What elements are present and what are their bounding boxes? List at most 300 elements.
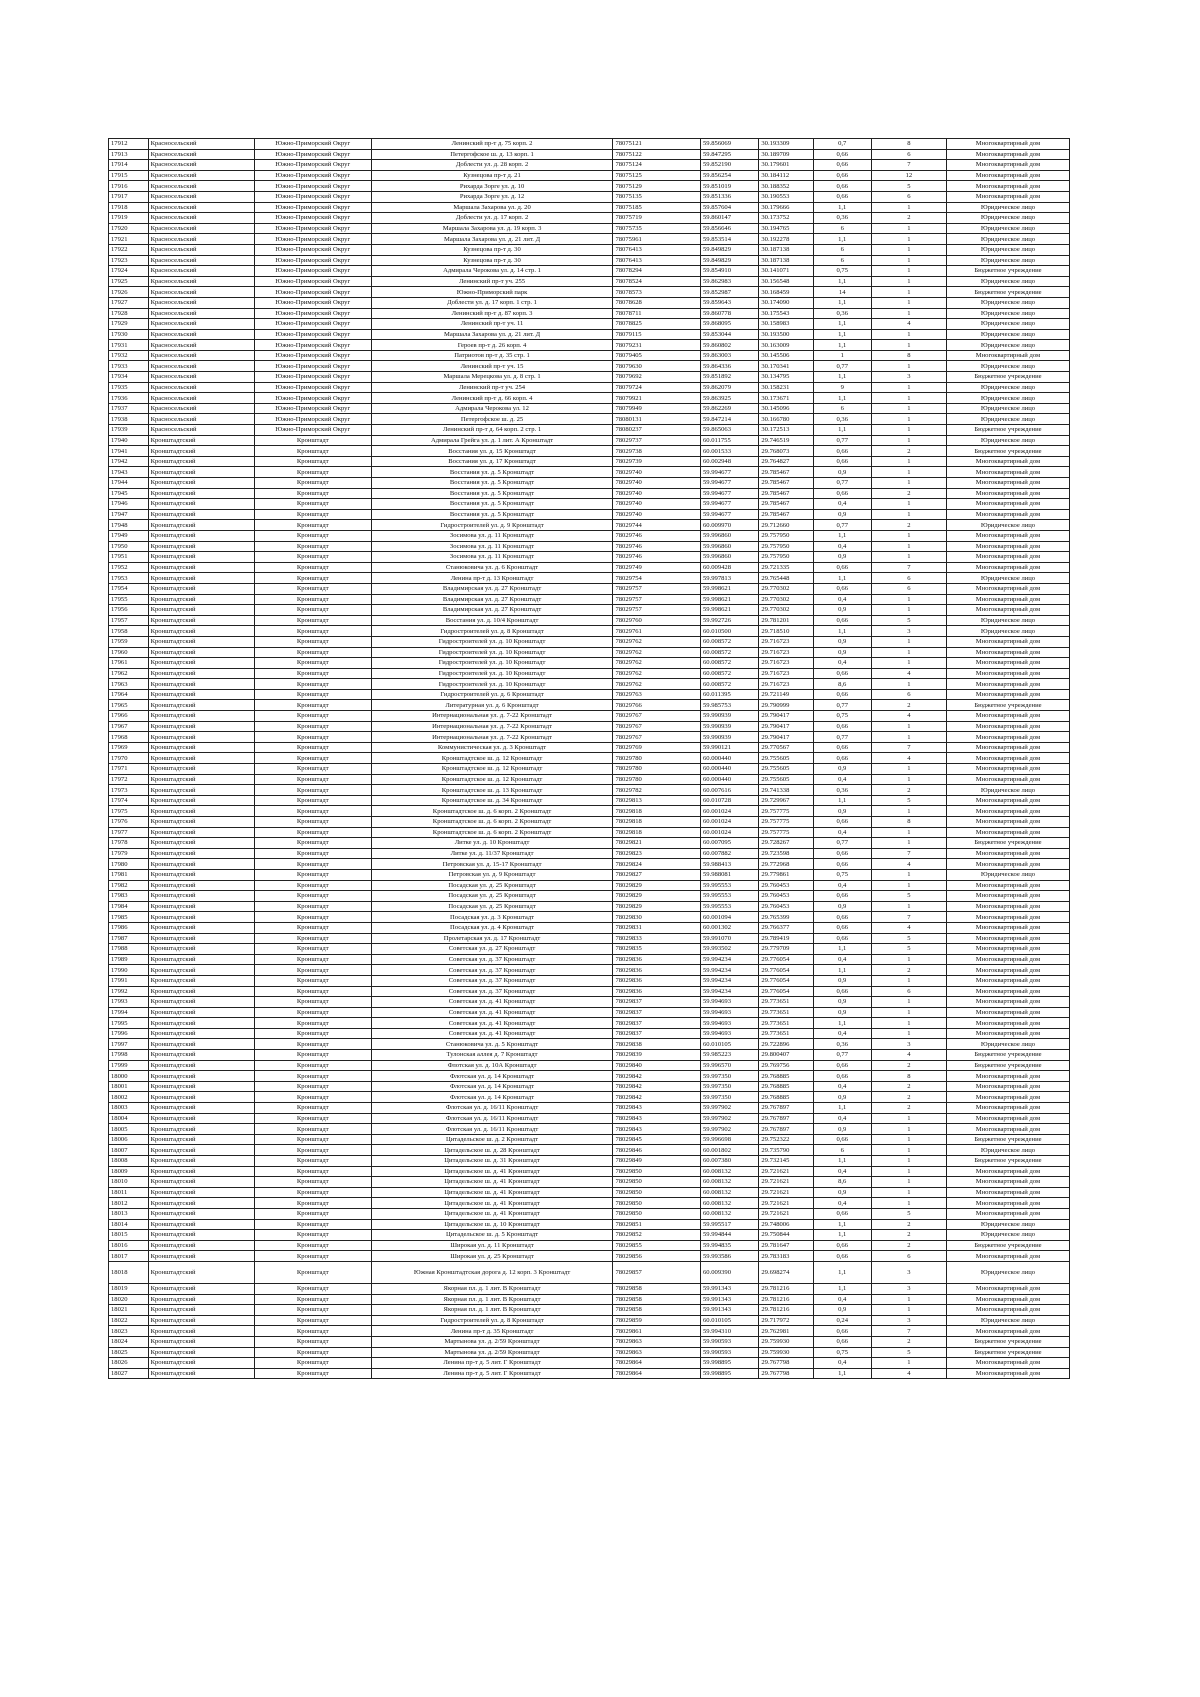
- table-row: [109, 467, 1070, 478]
- row-number-cell: 17934: [109, 372, 149, 383]
- latitude-cell: 59.988413: [701, 859, 759, 870]
- owner-type-cell: Юридическое лицо: [946, 615, 1069, 626]
- volume-cell: 0,36: [813, 1039, 871, 1050]
- row-number-cell: 17962: [109, 668, 149, 679]
- municipality-cell: Южно-Приморский Округ: [254, 170, 371, 181]
- latitude-cell: 59.849829: [701, 244, 759, 255]
- row-number-cell: 18005: [109, 1124, 149, 1135]
- owner-type-cell: Многоквартирный дом: [946, 689, 1069, 700]
- row-number-cell: 17983: [109, 891, 149, 902]
- count-cell: 1: [871, 552, 946, 563]
- object-code-cell: 78029850: [613, 1187, 701, 1198]
- table-row: [109, 817, 1070, 828]
- owner-type-cell: Многоквартирный дом: [946, 530, 1069, 541]
- longitude-cell: 30.145096: [759, 403, 813, 414]
- object-code-cell: 78029746: [613, 530, 701, 541]
- address-cell: Ленинский пр-т д. 64 корп. 2 стр. 1: [371, 425, 613, 436]
- object-code-cell: 78029843: [613, 1124, 701, 1135]
- address-cell: Гидростроителей ул. д. 6 Кронштадт: [371, 689, 613, 700]
- object-code-cell: 78079921: [613, 393, 701, 404]
- municipality-cell: Южно-Приморский Округ: [254, 234, 371, 245]
- object-code-cell: 78078524: [613, 276, 701, 287]
- object-code-cell: 78029762: [613, 647, 701, 658]
- district-cell: Кронштадтский: [148, 1283, 254, 1294]
- longitude-cell: 30.179666: [759, 202, 813, 213]
- latitude-cell: 59.994234: [701, 954, 759, 965]
- count-cell: 1: [871, 732, 946, 743]
- address-cell: Ленина пр-т д. 13 Кронштадт: [371, 573, 613, 584]
- row-number-cell: 17920: [109, 223, 149, 234]
- count-cell: 4: [871, 922, 946, 933]
- count-cell: 1: [871, 605, 946, 616]
- table-row: [109, 1166, 1070, 1177]
- district-cell: Кронштадтский: [148, 1177, 254, 1188]
- address-cell: Восстания ул. д. 10/4 Кронштадт: [371, 615, 613, 626]
- row-number-cell: 18021: [109, 1305, 149, 1316]
- row-number-cell: 17925: [109, 276, 149, 287]
- row-number-cell: 17989: [109, 954, 149, 965]
- district-cell: Кронштадтский: [148, 869, 254, 880]
- district-cell: Красносельский: [148, 414, 254, 425]
- volume-cell: 6: [813, 223, 871, 234]
- longitude-cell: 29.781647: [759, 1240, 813, 1251]
- table-row: [109, 1305, 1070, 1316]
- count-cell: 2: [871, 1060, 946, 1071]
- municipality-cell: Южно-Приморский Округ: [254, 223, 371, 234]
- table-row: [109, 1028, 1070, 1039]
- table-row: [109, 1336, 1070, 1347]
- longitude-cell: 30.187138: [759, 244, 813, 255]
- latitude-cell: 60.008572: [701, 668, 759, 679]
- table-row: [109, 541, 1070, 552]
- count-cell: 5: [871, 933, 946, 944]
- address-cell: Цитадельское ш. д. 31 Кронштадт: [371, 1156, 613, 1167]
- row-number-cell: 18007: [109, 1145, 149, 1156]
- row-number-cell: 17998: [109, 1050, 149, 1061]
- table-row: [109, 425, 1070, 436]
- address-cell: Литке ул. д. 11/37 Кронштадт: [371, 848, 613, 859]
- municipality-cell: Кронштадт: [254, 869, 371, 880]
- row-number-cell: 18004: [109, 1113, 149, 1124]
- owner-type-cell: Многоквартирный дом: [946, 1018, 1069, 1029]
- latitude-cell: 60.009390: [701, 1261, 759, 1283]
- longitude-cell: 30.173671: [759, 393, 813, 404]
- owner-type-cell: Бюджетное учреждение: [946, 1240, 1069, 1251]
- district-cell: Кронштадтский: [148, 848, 254, 859]
- latitude-cell: 59.854910: [701, 266, 759, 277]
- district-cell: Кронштадтский: [148, 1060, 254, 1071]
- count-cell: 4: [871, 859, 946, 870]
- volume-cell: 0,66: [813, 753, 871, 764]
- longitude-cell: 30.174090: [759, 297, 813, 308]
- district-cell: Кронштадтский: [148, 1050, 254, 1061]
- latitude-cell: 60.010105: [701, 1315, 759, 1326]
- latitude-cell: 59.849829: [701, 255, 759, 266]
- count-cell: 1: [871, 541, 946, 552]
- count-cell: 1: [871, 403, 946, 414]
- volume-cell: 0,66: [813, 1240, 871, 1251]
- address-cell: Широкая ул. д. 11 Кронштадт: [371, 1240, 613, 1251]
- municipality-cell: Кронштадт: [254, 1177, 371, 1188]
- address-cell: Станюковича ул. д. 6 Кронштадт: [371, 562, 613, 573]
- latitude-cell: 60.008572: [701, 647, 759, 658]
- object-code-cell: 78029830: [613, 912, 701, 923]
- latitude-cell: 60.008572: [701, 636, 759, 647]
- table-row: [109, 255, 1070, 266]
- latitude-cell: 59.990939: [701, 732, 759, 743]
- object-code-cell: 78029836: [613, 965, 701, 976]
- municipality-cell: Кронштадт: [254, 1368, 371, 1379]
- owner-type-cell: Бюджетное учреждение: [946, 1050, 1069, 1061]
- volume-cell: 1,1: [813, 276, 871, 287]
- object-code-cell: 78029836: [613, 975, 701, 986]
- latitude-cell: 59.994693: [701, 1007, 759, 1018]
- volume-cell: 1,1: [813, 1261, 871, 1283]
- object-code-cell: 78029837: [613, 1018, 701, 1029]
- district-cell: Кронштадтский: [148, 965, 254, 976]
- longitude-cell: 29.741338: [759, 785, 813, 796]
- latitude-cell: 60.001024: [701, 827, 759, 838]
- count-cell: 1: [871, 234, 946, 245]
- longitude-cell: 30.168459: [759, 287, 813, 298]
- longitude-cell: 29.768885: [759, 1081, 813, 1092]
- table-row: [109, 1198, 1070, 1209]
- district-cell: Кронштадтский: [148, 1081, 254, 1092]
- object-code-cell: 78029837: [613, 1028, 701, 1039]
- address-cell: Кузнецова пр-т д. 30: [371, 244, 613, 255]
- municipality-cell: Кронштадт: [254, 848, 371, 859]
- row-number-cell: 17993: [109, 997, 149, 1008]
- object-code-cell: 78075719: [613, 213, 701, 224]
- row-number-cell: 17967: [109, 721, 149, 732]
- table-row: [109, 244, 1070, 255]
- count-cell: 1: [871, 880, 946, 891]
- object-code-cell: 78029761: [613, 626, 701, 637]
- longitude-cell: 30.189709: [759, 149, 813, 160]
- latitude-cell: 60.000440: [701, 764, 759, 775]
- table-row: [109, 202, 1070, 213]
- owner-type-cell: Многоквартирный дом: [946, 668, 1069, 679]
- address-cell: Адмирала Черокова ул. д. 14 стр. 1: [371, 266, 613, 277]
- count-cell: 1: [871, 975, 946, 986]
- volume-cell: 0,77: [813, 478, 871, 489]
- district-cell: Кронштадтский: [148, 753, 254, 764]
- municipality-cell: Кронштадт: [254, 732, 371, 743]
- district-cell: Кронштадтский: [148, 859, 254, 870]
- table-row: [109, 478, 1070, 489]
- district-cell: Кронштадтский: [148, 1358, 254, 1369]
- table-row: [109, 530, 1070, 541]
- owner-type-cell: Бюджетное учреждение: [946, 266, 1069, 277]
- longitude-cell: 29.722896: [759, 1039, 813, 1050]
- longitude-cell: 29.800407: [759, 1050, 813, 1061]
- object-code-cell: 78029746: [613, 541, 701, 552]
- row-number-cell: 17942: [109, 456, 149, 467]
- table-row: [109, 827, 1070, 838]
- municipality-cell: Кронштадт: [254, 1050, 371, 1061]
- row-number-cell: 18013: [109, 1208, 149, 1219]
- count-cell: 8: [871, 139, 946, 150]
- object-code-cell: 78029763: [613, 689, 701, 700]
- volume-cell: 0,9: [813, 806, 871, 817]
- longitude-cell: 30.175543: [759, 308, 813, 319]
- count-cell: 1: [871, 1113, 946, 1124]
- latitude-cell: 59.995553: [701, 891, 759, 902]
- district-cell: Красносельский: [148, 372, 254, 383]
- latitude-cell: 60.001533: [701, 446, 759, 457]
- longitude-cell: 29.776054: [759, 975, 813, 986]
- latitude-cell: 60.007380: [701, 1156, 759, 1167]
- latitude-cell: 59.852190: [701, 160, 759, 171]
- table-row: [109, 1261, 1070, 1283]
- latitude-cell: 60.000440: [701, 753, 759, 764]
- address-cell: Советская ул. д. 37 Кронштадт: [371, 954, 613, 965]
- owner-type-cell: Бюджетное учреждение: [946, 1347, 1069, 1358]
- row-number-cell: 17954: [109, 583, 149, 594]
- volume-cell: 0,77: [813, 361, 871, 372]
- owner-type-cell: Многоквартирный дом: [946, 562, 1069, 573]
- volume-cell: 0,66: [813, 1326, 871, 1337]
- address-cell: Цитадельское ш. д. 28 Кронштадт: [371, 1145, 613, 1156]
- row-number-cell: 17986: [109, 922, 149, 933]
- longitude-cell: 29.785467: [759, 509, 813, 520]
- count-cell: 1: [871, 827, 946, 838]
- municipality-cell: Кронштадт: [254, 1315, 371, 1326]
- municipality-cell: Южно-Приморский Округ: [254, 191, 371, 202]
- table-row: [109, 965, 1070, 976]
- latitude-cell: 59.991343: [701, 1283, 759, 1294]
- owner-type-cell: Многоквартирный дом: [946, 679, 1069, 690]
- count-cell: 4: [871, 753, 946, 764]
- district-cell: Кронштадтский: [148, 975, 254, 986]
- district-cell: Кронштадтский: [148, 552, 254, 563]
- address-cell: Петровская ул. д. 15-17 Кронштадт: [371, 859, 613, 870]
- object-code-cell: 78079692: [613, 372, 701, 383]
- address-cell: Восстания ул. д. 17 Кронштадт: [371, 456, 613, 467]
- table-row: [109, 742, 1070, 753]
- latitude-cell: 59.856646: [701, 223, 759, 234]
- object-code-cell: 78029829: [613, 891, 701, 902]
- volume-cell: 0,66: [813, 1336, 871, 1347]
- address-cell: Широкая ул. д. 25 Кронштадт: [371, 1251, 613, 1262]
- table-row: [109, 1156, 1070, 1167]
- count-cell: 1: [871, 869, 946, 880]
- object-code-cell: 78029864: [613, 1358, 701, 1369]
- row-number-cell: 17949: [109, 530, 149, 541]
- object-code-cell: 78029858: [613, 1294, 701, 1305]
- owner-type-cell: Юридическое лицо: [946, 626, 1069, 637]
- district-cell: Кронштадтский: [148, 1145, 254, 1156]
- district-cell: Кронштадтский: [148, 509, 254, 520]
- table-row: [109, 446, 1070, 457]
- latitude-cell: 59.996698: [701, 1134, 759, 1145]
- municipality-cell: Кронштадт: [254, 912, 371, 923]
- row-number-cell: 17972: [109, 774, 149, 785]
- address-cell: Петергофское ш. д. 13 корп. 1: [371, 149, 613, 160]
- district-cell: Красносельский: [148, 361, 254, 372]
- volume-cell: 0,66: [813, 859, 871, 870]
- longitude-cell: 29.716723: [759, 647, 813, 658]
- municipality-cell: Кронштадт: [254, 499, 371, 510]
- district-cell: Кронштадтский: [148, 880, 254, 891]
- object-code-cell: 78029861: [613, 1326, 701, 1337]
- address-cell: Южная Кронштадтская дорога д. 12 корп. 3 Кронштадт: [371, 1261, 613, 1283]
- table-row: [109, 1358, 1070, 1369]
- latitude-cell: 60.001024: [701, 817, 759, 828]
- object-code-cell: 78029757: [613, 605, 701, 616]
- district-cell: Кронштадтский: [148, 774, 254, 785]
- municipality-cell: Кронштадт: [254, 583, 371, 594]
- district-cell: Кронштадтский: [148, 1134, 254, 1145]
- address-cell: Ленинский пр-т д. 66 корп. 4: [371, 393, 613, 404]
- municipality-cell: Южно-Приморский Округ: [254, 149, 371, 160]
- row-number-cell: 17965: [109, 700, 149, 711]
- table-row: [109, 997, 1070, 1008]
- volume-cell: 0,66: [813, 191, 871, 202]
- longitude-cell: 29.790999: [759, 700, 813, 711]
- count-cell: 1: [871, 1007, 946, 1018]
- object-code-cell: 78029744: [613, 520, 701, 531]
- count-cell: 7: [871, 912, 946, 923]
- object-code-cell: 78029762: [613, 668, 701, 679]
- object-code-cell: 78029850: [613, 1198, 701, 1209]
- district-cell: Кронштадтский: [148, 573, 254, 584]
- longitude-cell: 30.156548: [759, 276, 813, 287]
- row-number-cell: 17927: [109, 297, 149, 308]
- municipality-cell: Южно-Приморский Округ: [254, 181, 371, 192]
- longitude-cell: 30.190553: [759, 191, 813, 202]
- table-row: [109, 223, 1070, 234]
- count-cell: 1: [871, 276, 946, 287]
- object-code-cell: 78029829: [613, 880, 701, 891]
- row-number-cell: 17944: [109, 478, 149, 489]
- municipality-cell: Кронштадт: [254, 1028, 371, 1039]
- district-cell: Кронштадтский: [148, 901, 254, 912]
- object-code-cell: 78029859: [613, 1315, 701, 1326]
- object-code-cell: 78029849: [613, 1156, 701, 1167]
- latitude-cell: 59.859643: [701, 297, 759, 308]
- longitude-cell: 29.772968: [759, 859, 813, 870]
- latitude-cell: 59.996860: [701, 530, 759, 541]
- address-cell: Кронштадтское ш. д. 6 корп. 2 Кронштадт: [371, 817, 613, 828]
- table-row: [109, 350, 1070, 361]
- volume-cell: 0,66: [813, 1134, 871, 1145]
- longitude-cell: 29.716723: [759, 658, 813, 669]
- longitude-cell: 29.767897: [759, 1103, 813, 1114]
- object-code-cell: 78029857: [613, 1261, 701, 1283]
- row-number-cell: 18020: [109, 1294, 149, 1305]
- table-row: [109, 573, 1070, 584]
- district-cell: Кронштадтский: [148, 636, 254, 647]
- longitude-cell: 30.158983: [759, 319, 813, 330]
- latitude-cell: 59.996570: [701, 1060, 759, 1071]
- address-cell: Героев пр-т д. 26 корп. 4: [371, 340, 613, 351]
- volume-cell: 0,4: [813, 880, 871, 891]
- owner-type-cell: Многоквартирный дом: [946, 552, 1069, 563]
- object-code-cell: 78029818: [613, 817, 701, 828]
- table-row: [109, 1347, 1070, 1358]
- longitude-cell: 29.770567: [759, 742, 813, 753]
- district-cell: Кронштадтский: [148, 1230, 254, 1241]
- row-number-cell: 17912: [109, 139, 149, 150]
- object-code-cell: 78079630: [613, 361, 701, 372]
- row-number-cell: 18006: [109, 1134, 149, 1145]
- object-code-cell: 78029740: [613, 478, 701, 489]
- table-row: [109, 891, 1070, 902]
- object-code-cell: 78078294: [613, 266, 701, 277]
- longitude-cell: 29.721335: [759, 562, 813, 573]
- municipality-cell: Кронштадт: [254, 1219, 371, 1230]
- municipality-cell: Южно-Приморский Округ: [254, 403, 371, 414]
- municipality-cell: Южно-Приморский Округ: [254, 266, 371, 277]
- municipality-cell: Кронштадт: [254, 679, 371, 690]
- volume-cell: 1,1: [813, 340, 871, 351]
- row-number-cell: 17932: [109, 350, 149, 361]
- object-code-cell: 78029818: [613, 827, 701, 838]
- longitude-cell: 29.773651: [759, 997, 813, 1008]
- latitude-cell: 59.997902: [701, 1103, 759, 1114]
- table-row: [109, 1060, 1070, 1071]
- address-cell: Пролетарская ул. д. 17 Кронштадт: [371, 933, 613, 944]
- row-number-cell: 18003: [109, 1103, 149, 1114]
- table-row: [109, 1134, 1070, 1145]
- address-cell: Цитадельское ш. д. 2 Кронштадт: [371, 1134, 613, 1145]
- object-code-cell: 78029842: [613, 1071, 701, 1082]
- count-cell: 1: [871, 1166, 946, 1177]
- owner-type-cell: Многоквартирный дом: [946, 1081, 1069, 1092]
- row-number-cell: 17991: [109, 975, 149, 986]
- district-cell: Кронштадтский: [148, 795, 254, 806]
- district-cell: Кронштадтский: [148, 732, 254, 743]
- latitude-cell: 59.997350: [701, 1071, 759, 1082]
- object-code-cell: 78029846: [613, 1145, 701, 1156]
- latitude-cell: 60.001094: [701, 912, 759, 923]
- count-cell: 1: [871, 202, 946, 213]
- volume-cell: 0,9: [813, 636, 871, 647]
- address-cell: Петергофское ш. д. 25: [371, 414, 613, 425]
- latitude-cell: 59.998895: [701, 1358, 759, 1369]
- address-cell: Восстания ул. д. 5 Кронштадт: [371, 499, 613, 510]
- volume-cell: 1,1: [813, 202, 871, 213]
- object-code-cell: 78075185: [613, 202, 701, 213]
- municipality-cell: Южно-Приморский Округ: [254, 255, 371, 266]
- row-number-cell: 18022: [109, 1315, 149, 1326]
- address-cell: Кузнецова пр-т д. 21: [371, 170, 613, 181]
- address-cell: Восстания ул. д. 15 Кронштадт: [371, 446, 613, 457]
- latitude-cell: 60.008572: [701, 658, 759, 669]
- longitude-cell: 29.781201: [759, 615, 813, 626]
- object-code-cell: 78029863: [613, 1336, 701, 1347]
- row-number-cell: 17968: [109, 732, 149, 743]
- longitude-cell: 29.767798: [759, 1368, 813, 1379]
- row-number-cell: 17975: [109, 806, 149, 817]
- municipality-cell: Южно-Приморский Округ: [254, 382, 371, 393]
- longitude-cell: 29.770302: [759, 594, 813, 605]
- latitude-cell: 59.865063: [701, 425, 759, 436]
- row-number-cell: 17981: [109, 869, 149, 880]
- count-cell: 2: [871, 1230, 946, 1241]
- count-cell: 12: [871, 170, 946, 181]
- address-cell: Якорная пл. д. 1 лит. В Кронштадт: [371, 1305, 613, 1316]
- table-row: [109, 700, 1070, 711]
- table-row: [109, 933, 1070, 944]
- address-cell: Кронштадтское ш. д. 12 Кронштадт: [371, 764, 613, 775]
- table-row: [109, 647, 1070, 658]
- volume-cell: 0,36: [813, 213, 871, 224]
- volume-cell: 0,66: [813, 922, 871, 933]
- owner-type-cell: Многоквартирный дом: [946, 1358, 1069, 1369]
- longitude-cell: 29.755605: [759, 764, 813, 775]
